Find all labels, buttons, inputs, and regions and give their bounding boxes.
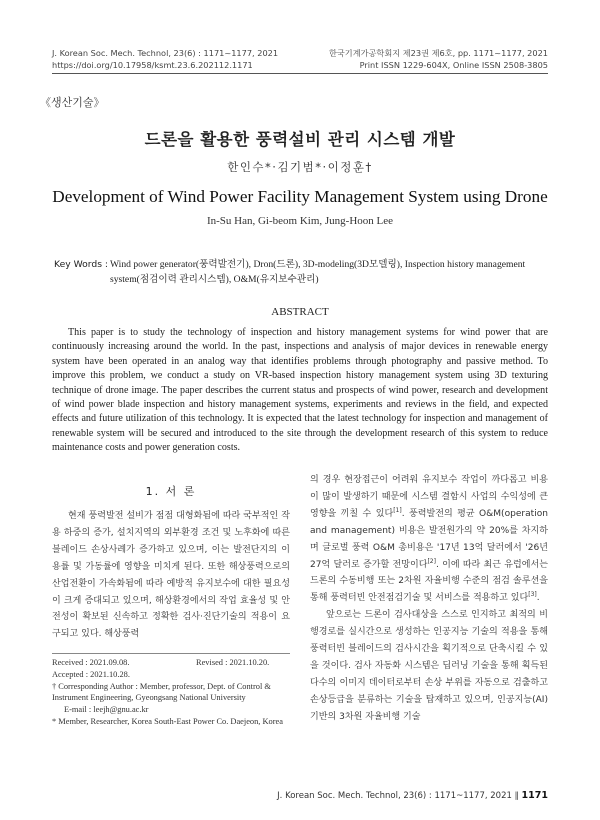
text-run: 의 경우 현장접근이 어려워 유지보수 작업이 까다롭고 비용이 많이 발생하기 때문에 시스템 결함시 사업의 수익성에 큰 영향을 끼칠 수 있다	[310, 475, 548, 519]
authors-ko: 한인수*·김기범*·이정훈†	[227, 160, 373, 174]
page-number: 1171	[521, 790, 548, 801]
doi-link[interactable]: https://doi.org/10.17958/ksmt.23.6.202112.1171	[52, 60, 253, 70]
journal-citation: J. Korean Soc. Mech. Technol, 23(6) : 1171~1177, 2021	[52, 48, 279, 58]
citation-ref[interactable]: [2]	[427, 557, 436, 565]
body-paragraph	[310, 472, 548, 607]
footer-citation: J. Korean Soc. Mech. Technol, 23(6) : 1171~1177, 2021 ∥	[277, 791, 522, 801]
citation-ref[interactable]: [1]	[393, 506, 402, 514]
section-heading-intro: 1. 서 론	[145, 485, 197, 498]
authors-en: In-Su Han, Gi-beom Kim, Jung-Hoon Lee	[206, 215, 394, 227]
abstract-text: This paper is to study the technology of inspection and history management systems for wind power that are continuously increasing around the world. In the past, inspections and analysis of major devices in renewable energy system have been operated in an analog way that identifies problems through photography and passive method. To improve this problem, we conduct a study on VR-based inspection history management system using 3D texturing technique of drone image. The paper describes the current status and prospects of wind power, research and development of wind power blade inspection and history management systems, experiments and reviews in the field, and expected effects and future utilization of this technology. It is expected that the latest technology for inspection and management of renewable system will be secured and introduced to the site through the development research of this system to reduce maintenance costs and power generation costs.	[52, 327, 548, 454]
body-paragraph: 앞으로는 드론이 검사대상을 스스로 인지하고 최적의 비행경로를 실시간으로 생성하는 인공지능 기술의 적용을 통해 풍력터빈 블레이드의 검사시간을 획기적으로 단축시킬 수 있을 것이다. 검사 자동화 시스템은 딥러닝 기술을 통해 획득된 다수의 이미지 데이터로부터 손상 부위를 자동으로 검출하고 손상등급을 분류하는 기술을 탑재하고 있으며, 인공지능(AI) 기반의 3차원 자율비행 기술	[310, 610, 548, 722]
text-run: . 이에 따라 최근 유럽에서는 드론의 수동비행 또는 2차원 자율비행 수준의 점검 솔루션을 통해 풍력터빈 안전점검기술 및 서비스를 적용하고 있다	[310, 559, 548, 604]
issn-info: Print ISSN 1229-604X, Online ISSN 2508-3805	[359, 60, 548, 70]
section-label: 《생산기술》	[40, 96, 105, 109]
page-title-en: Development of Wind Power Facility Management System using Drone	[52, 187, 548, 206]
received-date: Received : 2021.09.08.	[52, 658, 130, 667]
author-email[interactable]: E-mail : leejh@gnu.ac.kr	[64, 705, 149, 714]
abstract-heading: ABSTRACT	[271, 306, 329, 318]
keywords-text: Wind power generator(풍력발전기), Dron(드론), 3D-modeling(3D모델링), Inspection history management system(점검이력 관리시스템), O&M(유지보수관리)	[110, 259, 526, 285]
header-rule	[52, 73, 548, 74]
accepted-date: Accepted : 2021.10.28.	[52, 670, 130, 679]
keywords-label: Key Words :	[54, 259, 108, 270]
footnote-rule	[52, 653, 290, 654]
page-title-ko: 드론을 활용한 풍력설비 관리 시스템 개발	[144, 130, 456, 149]
corresponding-author: † Corresponding Author : Member, professor, Dept. of Control & Instrument Engineering, Gyeongsang National University	[52, 682, 271, 703]
member-affiliation: * Member, Researcher, Korea South-East Power Co. Daejeon, Korea	[52, 717, 283, 726]
body-left-column: 현재 풍력발전 설비가 점점 대형화됨에 따라 국부적인 작용 하중의 증가, 설치지역의 외부환경 조건 및 노후화에 따른 블레이드 손상사례가 증가하고 있으며, 이는 발전단지의 이용률 및 가동률에 영향을 미치게 된다. 또한 해상풍력으로의 산업전환이 가속화됨에 따라 예방적 유지보수에 대한 필요성이 크게 증대되고 있으며, 해상환경에서의 작업 효율성 및 안전성이 확보된 신속하고 정확한 검사·진단기술의 적용이 요구되고 있다. 해상풍력	[52, 511, 290, 640]
citation-ref[interactable]: [3]	[528, 591, 537, 599]
keywords	[54, 258, 554, 287]
journal-citation-ko: 한국기계가공학회지 제23권 제6호, pp. 1171~1177, 2021	[328, 48, 548, 58]
revised-date: Revised : 2021.10.20.	[196, 658, 270, 667]
page-footer	[277, 790, 548, 801]
body-right-column	[310, 472, 548, 726]
text-run: .	[536, 593, 540, 604]
text-run: . 풍력발전의 평균 O&M(operation and management) 비용은 발전원가의 약 20%를 차지하며 글로벌 풍력 O&M 총비용은 '17년 13억 달러에서 '26년 27억 달러로 증가할 전망이다	[310, 508, 549, 570]
